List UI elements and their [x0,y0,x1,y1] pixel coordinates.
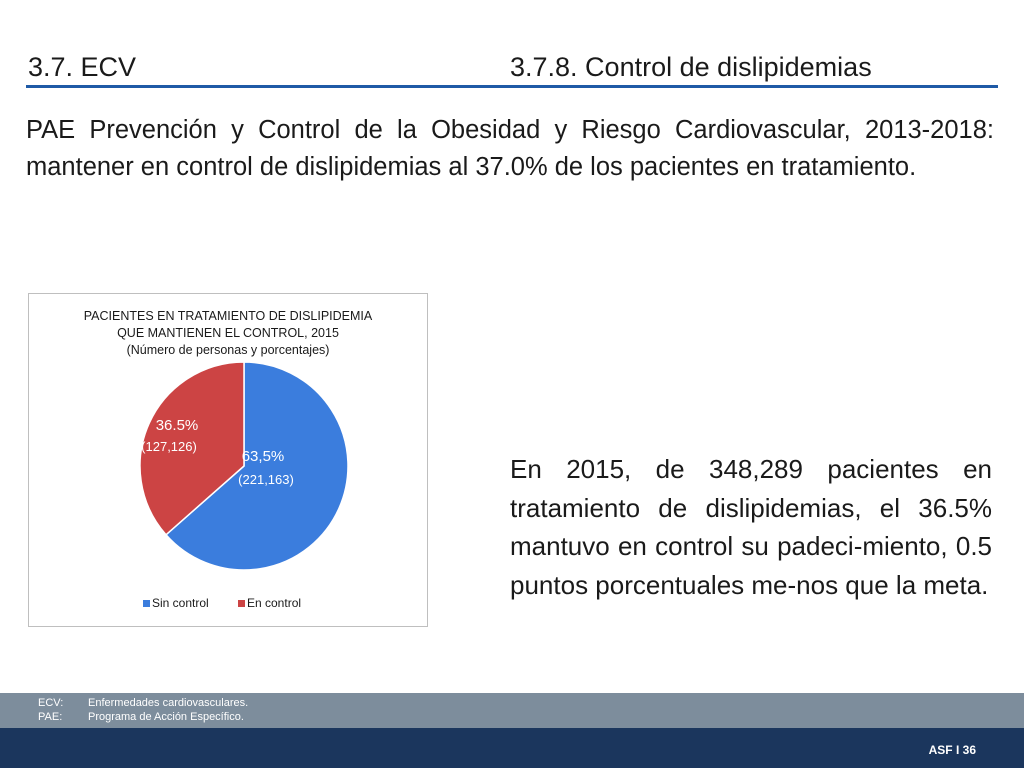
legend-swatch-sin-control [143,600,150,607]
slice-label-sin-control-count: (221,163) [238,472,294,487]
header-rule [26,85,998,88]
footnote-text: Enfermedades cardiovasculares. [88,697,249,709]
legend-label-sin-control: Sin control [152,596,209,610]
legend-label-en-control: En control [247,596,302,610]
footnote-text: Programa de Acción Específico. [88,711,244,723]
footnote-abbr: ECV: [38,697,64,709]
slice-label-en-control-percent: 36.5% [155,417,199,434]
pie-chart [29,294,427,626]
chart-title-line-3: (Número de personas y porcentajes) [126,343,330,357]
footnote-pae [38,711,244,724]
chart-title-line-2: QUE MANTIENEN EL CONTROL, 2015 [117,326,339,340]
section-title: 3.7. ECV [28,52,137,82]
footer-bar [0,728,1024,768]
chart-title-line-1: PACIENTES EN TRATAMIENTO DE DISLIPIDEMIA [83,309,373,323]
summary-paragraph: En 2015, de 348,289 pacientes en tratamiento de dislipidemias, el 36.5% mantuvo en control su padeci-miento, 0.5 puntos porcentuales me-nos que la meta. [510,454,992,600]
pie-chart-frame [28,293,428,627]
footnote-ecv [38,697,248,710]
legend-swatch-en-control [238,600,245,607]
slice-label-en-control-count: (127,126) [141,439,197,454]
intro-paragraph: PAE Prevención y Control de la Obesidad y Riesgo Cardiovascular, 2013-2018: mantener en control de dislipidemias al 37.0% de los pacientes en tratamiento. [26,116,994,181]
slice-label-sin-control-percent: 63,5% [241,448,285,465]
page-number: ASF I 36 [928,743,976,757]
subsection-title: 3.7.8. Control de dislipidemias [510,52,872,82]
footnote-abbr: PAE: [38,711,63,723]
